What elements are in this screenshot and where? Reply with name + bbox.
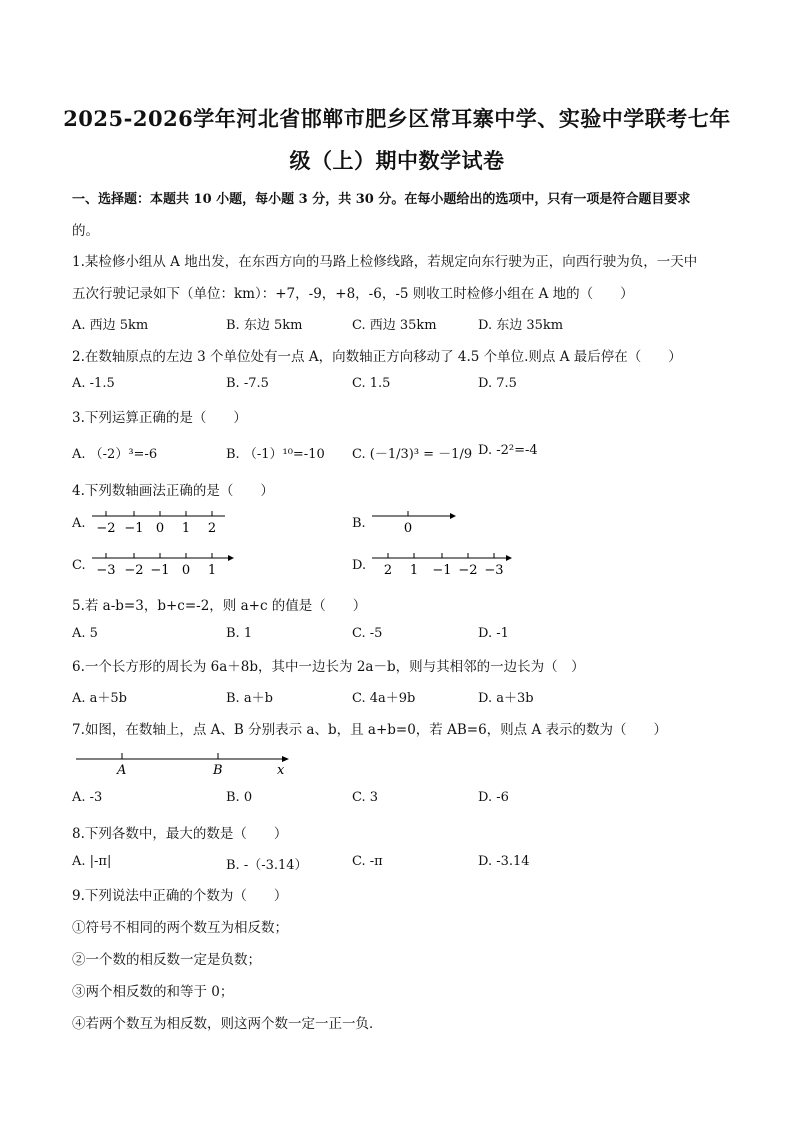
axisA-tick-label: 0 bbox=[155, 521, 165, 536]
q9-statement-4: ④若两个数互为相反数，则这两个数一定一正一负． bbox=[72, 1016, 383, 1032]
axisC-tick-label: −1 bbox=[150, 563, 170, 578]
q9-statement-2: ②一个数的相反数一定是负数； bbox=[72, 952, 261, 968]
exam-title-line2: 级（上）期中数学试卷 bbox=[289, 148, 505, 173]
q7-option-b[interactable]: B. 0 bbox=[226, 790, 253, 805]
axisD-tick-label: 2 bbox=[383, 563, 393, 578]
q5-option-d[interactable]: D. -1 bbox=[478, 626, 509, 641]
exam-title-line1: 2025-2026学年河北省邯郸市肥乡区常耳寨中学、实验中学联考七年 bbox=[63, 106, 731, 131]
q9-stem: 9.下列说法中正确的个数为（ ） bbox=[72, 888, 288, 904]
q6-option-c[interactable]: C. 4a＋9b bbox=[352, 691, 416, 706]
q4-option-b[interactable]: B. bbox=[352, 516, 366, 531]
axisA-tick-label: 1 bbox=[181, 521, 191, 536]
q9-statement-1: ①符号不相同的两个数互为相反数； bbox=[72, 920, 288, 936]
q3-option-a[interactable]: A. （-2）³=-6 bbox=[72, 447, 158, 462]
q8-stem: 8.下列各数中，最大的数是（ ） bbox=[72, 826, 288, 842]
q8-option-b[interactable]: B. -（-3.14） bbox=[226, 858, 308, 873]
q2-option-d[interactable]: D. 7.5 bbox=[478, 376, 517, 391]
q2-stem: 2.在数轴原点的左边 3 个单位处有一点 A，向数轴正方向移动了 4.5 个单位.则点 A 最后停在（ ） bbox=[72, 349, 682, 365]
axisD-tick-label: 1 bbox=[409, 563, 419, 578]
q6-stem: 6.一个长方形的周长为 6a＋8b，其中一边长为 2a－b，则与其相邻的一边长为（ ） bbox=[72, 659, 585, 675]
axisC-tick-label: −3 bbox=[96, 563, 116, 578]
section-header-cont: 的。 bbox=[72, 223, 99, 239]
q7-point-b-label: B bbox=[213, 763, 223, 778]
q1-stem-line2: 五次行驶记录如下（单位：km）：+7，-9，+8，-6，-5 则收工时检修小组在 A 地的（ ） bbox=[72, 286, 634, 302]
q8-option-d[interactable]: D. -3.14 bbox=[478, 854, 530, 869]
q6-option-d[interactable]: D. a＋3b bbox=[478, 691, 534, 706]
q4-axis-c bbox=[90, 550, 240, 580]
axisC-tick-label: 1 bbox=[207, 563, 217, 578]
q7-axis-x-label: x bbox=[277, 763, 285, 778]
q2-option-a[interactable]: A. -1.5 bbox=[72, 376, 115, 391]
axisC-tick-label: 0 bbox=[181, 563, 191, 578]
axisD-tick-label: −2 bbox=[458, 563, 478, 578]
q2-option-c[interactable]: C. 1.5 bbox=[352, 376, 391, 391]
q4-axis-d bbox=[370, 550, 520, 580]
q6-option-b[interactable]: B. a＋b bbox=[226, 691, 273, 706]
q8-option-c[interactable]: C. -π bbox=[352, 854, 383, 869]
q2-option-b[interactable]: B. -7.5 bbox=[226, 376, 269, 391]
q4-axis-a bbox=[90, 508, 230, 538]
section-header: 一、选择题：本题共 10 小题，每小题 3 分，共 30 分。在每小题给出的选项中，只有一项是符合题目要求 bbox=[72, 192, 691, 207]
q9-statement-3: ③两个相反数的和等于 0； bbox=[72, 984, 234, 1000]
axisA-tick-label: −1 bbox=[124, 521, 144, 536]
axisB-tick-label: 0 bbox=[403, 521, 413, 536]
axisC-tick-label: −2 bbox=[124, 563, 144, 578]
q1-option-a[interactable]: A. 西边 5km bbox=[72, 318, 149, 333]
q7-number-line-figure bbox=[72, 748, 297, 778]
q3-option-d[interactable]: D. -2²=-4 bbox=[478, 443, 538, 458]
q4-option-c[interactable]: C. bbox=[72, 558, 86, 573]
q1-stem-line1: 1.某检修小组从 A 地出发，在东西方向的马路上检修线路，若规定向东行驶为正，向西行驶为负，一天中 bbox=[72, 254, 698, 270]
q4-stem: 4.下列数轴画法正确的是（ ） bbox=[72, 483, 274, 499]
q7-stem: 7.如图，在数轴上，点 A、B 分别表示 a、b，且 a+b=0，若 AB=6，则点 A 表示的数为（ ） bbox=[72, 722, 668, 738]
axisA-tick-label: 2 bbox=[207, 521, 217, 536]
q7-option-d[interactable]: D. -6 bbox=[478, 790, 509, 805]
q4-option-d[interactable]: D. bbox=[352, 558, 367, 573]
q5-option-b[interactable]: B. 1 bbox=[226, 626, 253, 641]
q1-option-c[interactable]: C. 西边 35km bbox=[352, 318, 437, 333]
q3-option-c[interactable]: C. (－1/3)³ = －1/9 bbox=[352, 447, 473, 462]
q7-point-a-label: A bbox=[117, 763, 127, 778]
q3-option-b[interactable]: B. （-1）¹⁰=-10 bbox=[226, 447, 325, 462]
q4-option-a[interactable]: A. bbox=[72, 516, 86, 531]
axisD-tick-label: −1 bbox=[432, 563, 452, 578]
q5-option-c[interactable]: C. -5 bbox=[352, 626, 383, 641]
q5-stem: 5.若 a-b=3，b+c=-2，则 a+c 的值是（ ） bbox=[72, 598, 367, 614]
q8-option-a[interactable]: A. |-π| bbox=[72, 854, 112, 869]
axisA-tick-label: −2 bbox=[96, 521, 116, 536]
q5-option-a[interactable]: A. 5 bbox=[72, 626, 98, 641]
q6-option-a[interactable]: A. a＋5b bbox=[72, 691, 127, 706]
q1-option-b[interactable]: B. 东边 5km bbox=[226, 318, 303, 333]
axisD-tick-label: −3 bbox=[484, 563, 504, 578]
q3-stem: 3.下列运算正确的是（ ） bbox=[72, 410, 247, 426]
q7-option-a[interactable]: A. -3 bbox=[72, 790, 103, 805]
q1-option-d[interactable]: D. 东边 35km bbox=[478, 318, 564, 333]
q4-axis-b bbox=[370, 508, 460, 538]
q7-option-c[interactable]: C. 3 bbox=[352, 790, 379, 805]
